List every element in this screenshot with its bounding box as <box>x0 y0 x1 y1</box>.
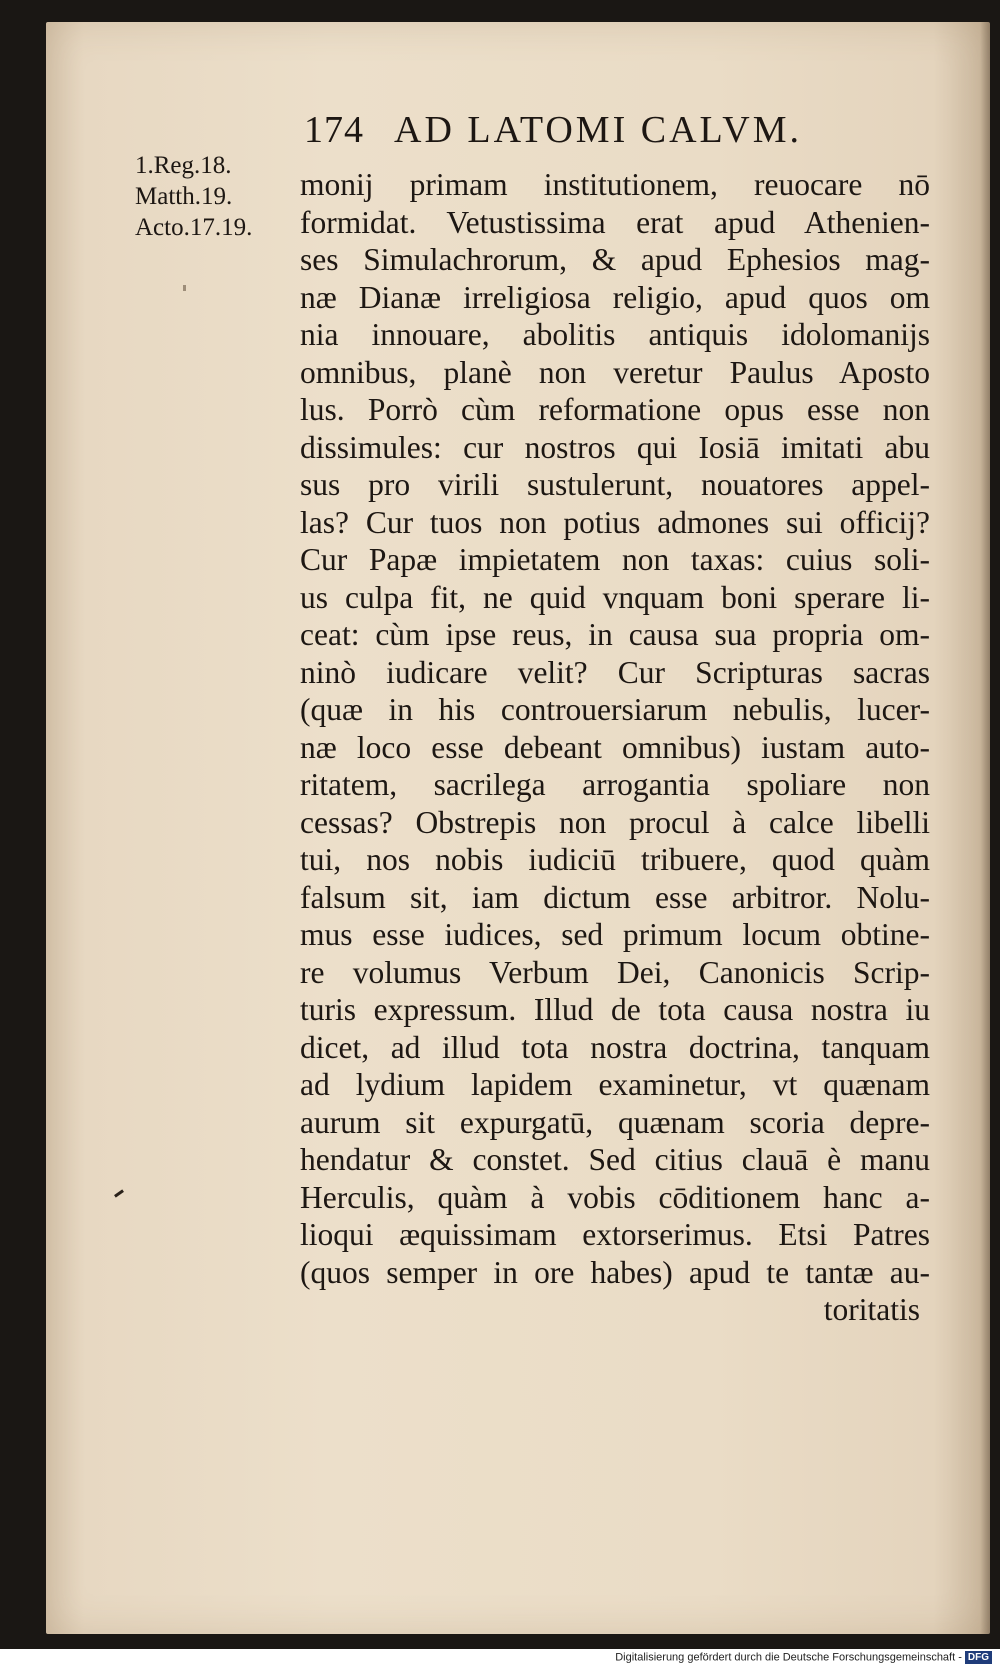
text-line: hendatur & constet. Sed citius clauā è manu <box>300 1142 930 1177</box>
digitization-footer <box>0 1649 1000 1669</box>
body-text-block <box>300 166 930 1329</box>
text-line: nia innouare, abolitis antiquis idolomanijs <box>300 317 930 352</box>
text-line: lioqui æquissimam extorserimus. Etsi Patres <box>300 1217 930 1252</box>
funding-credit <box>615 1651 992 1664</box>
text-line: Cur Papæ impietatem non taxas: cuius soli- <box>300 542 930 577</box>
margin-note: 1.Reg.18. <box>135 152 232 179</box>
text-line: dissimules: cur nostros qui Iosiā imitati abu <box>300 429 930 465</box>
text-line: ses Simulachrorum, & apud Ephesios mag- <box>300 242 930 277</box>
text-line: ninò iudicare velit? Cur Scripturas sacras <box>300 654 930 690</box>
text-line: aurum sit expurgatū, quænam scoria depre- <box>300 1104 930 1140</box>
running-title: AD LATOMI CALVM. <box>394 109 802 151</box>
text-line: lus. Porrò cùm reformatione opus esse non <box>300 392 930 427</box>
text-line: turis expressum. Illud de tota causa nostra iu <box>300 992 930 1027</box>
text-line: mus esse iudices, sed primum locum obtine- <box>300 917 930 952</box>
text-line: monij primam institutionem, reuocare nō <box>300 167 930 202</box>
catchword: toritatis <box>823 1292 920 1327</box>
text-line: næ Dianæ irreligiosa religio, apud quos om <box>300 279 930 315</box>
dfg-logo: DFG <box>965 1651 992 1664</box>
text-line: ceat: cùm ipse reus, in causa sua propria om- <box>300 617 930 652</box>
margin-note: Acto.17.19. <box>135 214 253 241</box>
text-line: re volumus Verbum Dei, Canonicis Scrip- <box>300 954 930 990</box>
text-line: ad lydium lapidem examinetur, vt quænam <box>300 1067 930 1102</box>
text-line: ritatem, sacrilega arrogantia spoliare non <box>300 767 930 802</box>
page-edge-shadow <box>980 22 990 1634</box>
ink-speck <box>183 285 186 291</box>
margin-note: Matth.19. <box>135 183 233 210</box>
page-number: 174 <box>304 109 364 151</box>
text-line: dicet, ad illud tota nostra doctrina, tanquam <box>300 1029 930 1065</box>
text-line: us culpa fit, ne quid vnquam boni sperare li- <box>300 579 930 615</box>
text-line: Herculis, quàm à vobis cōditionem hanc a- <box>300 1179 930 1215</box>
text-line: cessas? Obstrepis non procul à calce libelli <box>300 804 930 840</box>
text-line: falsum sit, iam dictum esse arbitror. Nolu- <box>300 879 930 915</box>
text-line: tui, nos nobis iudiciū tribuere, quod quàm <box>300 842 930 877</box>
funding-credit-text: Digitalisierung gefördert durch die Deutsche Forschungsgemeinschaft - <box>615 1651 962 1664</box>
text-line: (quæ in his controuersiarum nebulis, lucer- <box>300 692 930 727</box>
marginal-references <box>135 150 295 243</box>
text-line: (quos semper in ore habes) apud te tantæ au- <box>300 1254 930 1290</box>
running-head <box>304 108 864 152</box>
text-line: omnibus, planè non veretur Paulus Aposto <box>300 354 930 390</box>
text-line: sus pro virili sustulerunt, nouatores appel- <box>300 467 930 502</box>
text-line: formidat. Vetustissima erat apud Athenien- <box>300 204 930 240</box>
text-line: las? Cur tuos non potius admones sui officij? <box>300 504 930 540</box>
text-line: næ loco esse debeant omnibus) iustam auto- <box>300 729 930 765</box>
